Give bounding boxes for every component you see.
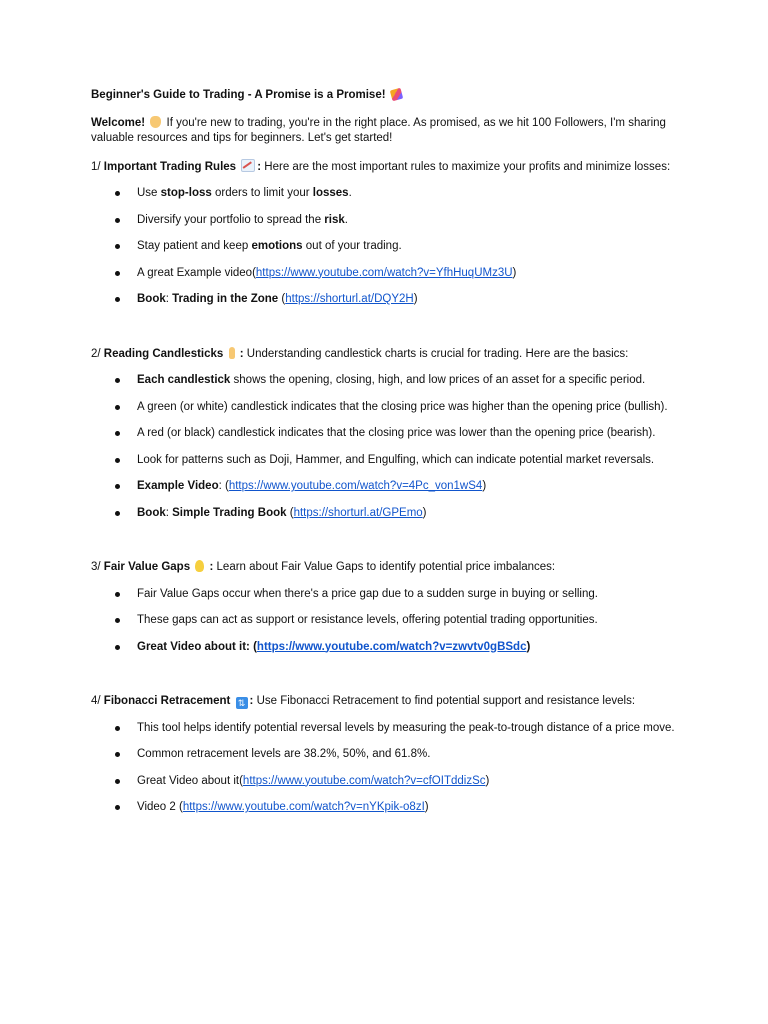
section-spacer <box>91 319 681 347</box>
party-popper-icon <box>390 88 403 101</box>
document-title <box>91 88 681 104</box>
document-body <box>91 88 681 827</box>
section-number: 4/ <box>91 695 101 707</box>
intro-paragraph <box>91 116 681 147</box>
book-link[interactable]: https://shorturl.at/DQY2H <box>285 293 414 305</box>
section-title: Fibonacci Retracement <box>103 695 231 707</box>
pointing-finger-icon <box>229 347 235 359</box>
intro-text: If you're new to trading, you're in the right place. As promised, as we hit 100 Followers, I'm sharing valuable resources and tips for beginners. Let's get started! <box>91 116 666 144</box>
section-heading <box>91 347 681 363</box>
list-item: Book: Trading in the Zone (https://shorturl.at/DQY2H) <box>91 292 681 308</box>
section-heading <box>91 560 681 576</box>
section-spacer <box>91 532 681 560</box>
list-item: Use stop-loss orders to limit your losses. <box>91 186 681 202</box>
section-candlesticks <box>91 347 681 522</box>
list-item: This tool helps identify potential reversal levels by measuring the peak-to-trough distance of a price move. <box>91 721 681 737</box>
section-number: 3/ <box>91 561 101 573</box>
video-link[interactable]: https://www.youtube.com/watch?v=YfhHuqUMz3U <box>255 266 513 279</box>
section-fibonacci <box>91 694 681 816</box>
bullet-list <box>91 373 681 521</box>
video-link[interactable]: https://www.youtube.com/watch?v=zwvtv0gBSdc <box>256 640 527 653</box>
list-item: These gaps can act as support or resistance levels, offering potential trading opportunities. <box>91 613 681 629</box>
section-intro-text: Learn about Fair Value Gaps to identify potential price imbalances: <box>213 561 556 573</box>
section-heading <box>91 694 681 710</box>
video-link[interactable]: https://www.youtube.com/watch?v=4Pc_von1wS4 <box>228 480 483 492</box>
list-item: Stay patient and keep emotions out of your trading. <box>91 239 681 255</box>
section-colon: : <box>257 160 262 173</box>
section-colon: : <box>239 347 244 360</box>
section-heading <box>91 159 681 176</box>
list-item: Great Video about it: (https://www.youtube.com/watch?v=zwvtv0gBSdc) <box>91 640 681 656</box>
bullet-list <box>91 587 681 656</box>
list-item: Fair Value Gaps occur when there's a price gap due to a sudden surge in buying or selling. <box>91 587 681 603</box>
section-trading-rules <box>91 159 681 308</box>
list-item: Video 2 (https://www.youtube.com/watch?v=nYKpik-o8zI) <box>91 800 681 816</box>
list-item: A great Example video(https://www.youtube.com/watch?v=YfhHuqUMz3U) <box>91 266 681 282</box>
list-item: A red (or black) candlestick indicates that the closing price was lower than the opening price (bearish). <box>91 426 681 442</box>
bullet-list <box>91 186 681 308</box>
section-title: Important Trading Rules <box>103 160 237 173</box>
list-item: Example Video: (https://www.youtube.com/watch?v=4Pc_von1wS4) <box>91 479 681 495</box>
book-link[interactable]: https://shorturl.at/GPEmo <box>293 506 423 519</box>
list-item: A green (or white) candlestick indicates that the closing price was higher than the opening price (bullish). <box>91 400 681 416</box>
section-spacer <box>91 666 681 694</box>
bullet-list <box>91 721 681 816</box>
list-item: Each candlestick shows the opening, closing, high, and low prices of an asset for a specific period. <box>91 373 681 389</box>
light-bulb-icon <box>195 560 204 572</box>
chart-increasing-icon <box>241 159 255 172</box>
waving-hand-icon <box>150 116 161 128</box>
list-item: Look for patterns such as Doji, Hammer, and Engulfing, which can indicate potential market reversals. <box>91 453 681 469</box>
title-text: Beginner's Guide to Trading - A Promise is a Promise! <box>91 89 386 101</box>
section-title: Reading Candlesticks <box>103 347 224 360</box>
section-title: Fair Value Gaps <box>103 561 191 573</box>
list-item: Book: Simple Trading Book (https://shorturl.at/GPEmo) <box>91 506 681 522</box>
list-item: Diversify your portfolio to spread the risk. <box>91 213 681 229</box>
list-item: Great Video about it(https://www.youtube.com/watch?v=cfOITddizSc) <box>91 774 681 790</box>
section-colon: : <box>209 561 214 573</box>
video-link[interactable]: https://www.youtube.com/watch?v=cfOITddizSc <box>242 774 486 787</box>
section-number: 1/ <box>91 160 101 173</box>
section-intro-text: Here are the most important rules to maximize your profits and minimize losses: <box>261 160 671 173</box>
section-intro-text: Understanding candlestick charts is crucial for trading. Here are the basics: <box>243 347 629 360</box>
section-number: 2/ <box>91 347 101 360</box>
section-intro-text: Use Fibonacci Retracement to find potential support and resistance levels: <box>253 695 636 707</box>
up-down-arrows-icon: ⇅ <box>236 697 248 709</box>
video-link[interactable]: https://www.youtube.com/watch?v=nYKpik-o8zI <box>182 801 425 813</box>
section-fair-value-gaps <box>91 560 681 655</box>
intro-label: Welcome! <box>91 116 146 129</box>
section-colon: : <box>249 695 254 707</box>
list-item: Common retracement levels are 38.2%, 50%, and 61.8%. <box>91 747 681 763</box>
